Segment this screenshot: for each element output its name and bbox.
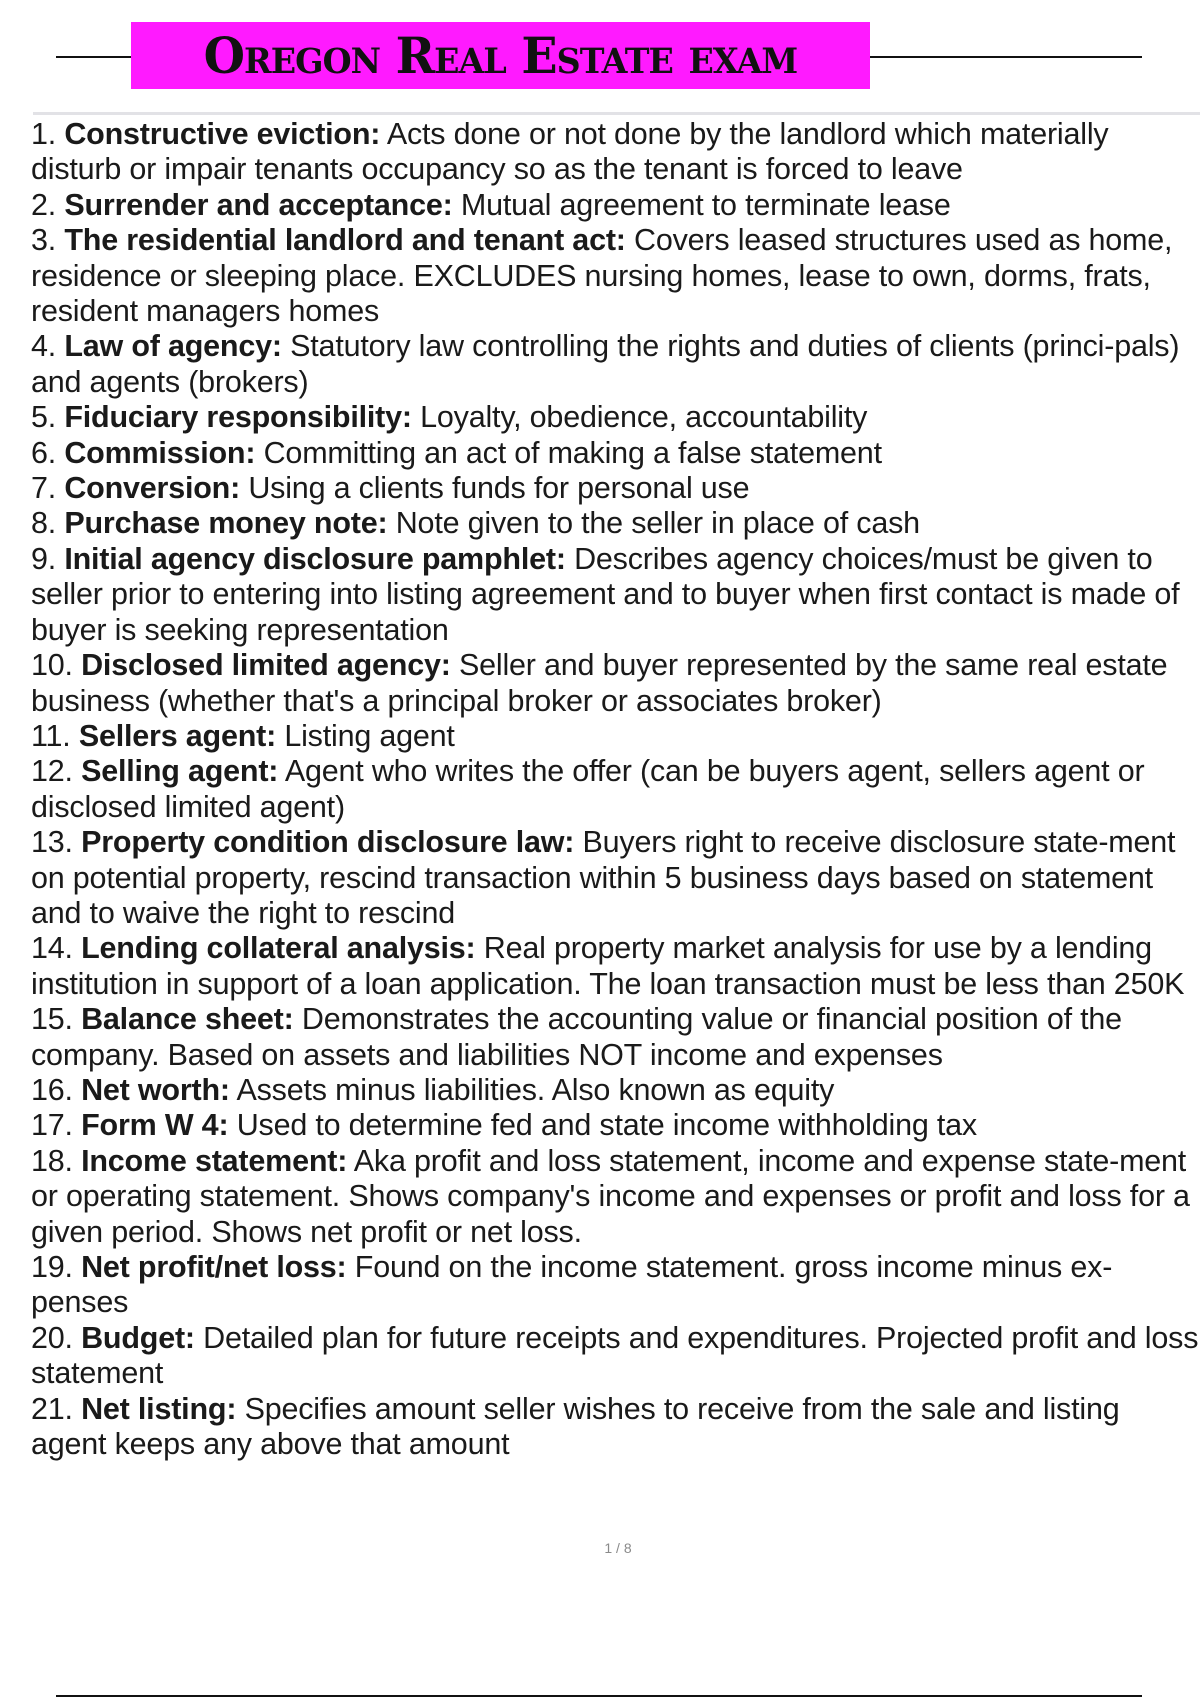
term-name: Form W 4: xyxy=(81,1108,229,1143)
term-number: 8. xyxy=(31,506,57,541)
term-name: Property condition disclosure law: xyxy=(81,825,575,860)
term-item xyxy=(31,188,1200,223)
term-definition: Listing agent xyxy=(284,718,455,753)
term-definition: Acts done or not done by the landlord which materially disturb or impair tenants occupancy so as the tenant is forced to leave xyxy=(31,117,1109,187)
term-item xyxy=(31,1144,1200,1250)
term-item xyxy=(31,329,1200,400)
term-number: 21. xyxy=(31,1391,73,1426)
term-item xyxy=(31,1321,1200,1392)
term-item xyxy=(31,754,1200,825)
term-item xyxy=(31,1250,1200,1321)
term-definition: Committing an act of making a false statement xyxy=(263,435,882,470)
term-name: Constructive eviction: xyxy=(64,117,381,151)
term-item xyxy=(31,542,1200,648)
term-definition: Mutual agreement to terminate lease xyxy=(460,187,951,222)
term-definition: Specifies amount seller wishes to receive from the sale and listing agent keeps any above that amount xyxy=(31,1391,1120,1462)
term-item xyxy=(31,1392,1200,1463)
term-number: 9. xyxy=(31,541,57,576)
term-definition: Statutory law controlling the rights and duties of clients (princi-pals) and agents (brokers) xyxy=(31,329,1180,399)
term-definition: Seller and buyer represented by the same real estate business (whether that's a principal broker or associates broker) xyxy=(31,648,1168,718)
term-item xyxy=(31,825,1200,931)
page-indicator: 1 / 8 xyxy=(604,1540,632,1556)
term-number: 12. xyxy=(31,754,73,789)
term-name: The residential landlord and tenant act: xyxy=(64,223,626,258)
title-banner xyxy=(131,22,870,89)
footer-rule xyxy=(56,1695,1142,1697)
term-definition: Used to determine fed and state income withholding tax xyxy=(236,1108,977,1143)
term-name: Net worth: xyxy=(81,1072,230,1107)
term-name: Selling agent: xyxy=(81,754,279,789)
term-definition: Using a clients funds for personal use xyxy=(248,471,750,506)
term-name: Net listing: xyxy=(81,1391,237,1426)
term-number: 10. xyxy=(31,648,73,683)
term-definition: Detailed plan for future receipts and expenditures. Projected profit and loss statement xyxy=(31,1320,1199,1391)
header-divider xyxy=(33,112,1200,115)
term-definition: Describes agency choices/must be given to seller prior to entering into listing agreement and to buyer when first contact is made of buyer is seeking representation xyxy=(31,541,1180,647)
term-name: Disclosed limited agency: xyxy=(81,648,451,683)
term-number: 15. xyxy=(31,1002,73,1037)
term-number: 11. xyxy=(31,718,71,753)
term-number: 14. xyxy=(31,931,73,966)
term-number: 1. xyxy=(31,117,57,151)
term-number: 16. xyxy=(31,1072,73,1107)
term-definition: Buyers right to receive disclosure state-ment on potential property, rescind transaction within 5 business days based on statement and to waive the right to rescind xyxy=(31,825,1176,930)
term-number: 5. xyxy=(31,400,57,435)
term-definition: Found on the income statement. gross income minus ex-penses xyxy=(31,1250,1113,1320)
term-item xyxy=(31,1073,1200,1108)
term-name: Balance sheet: xyxy=(81,1002,294,1037)
term-number: 20. xyxy=(31,1320,73,1355)
term-name: Purchase money note: xyxy=(64,506,388,541)
term-definition: Agent who writes the offer (can be buyers agent, sellers agent or disclosed limited agent) xyxy=(31,754,1145,824)
term-item xyxy=(31,223,1200,329)
term-number: 7. xyxy=(31,471,57,506)
term-item xyxy=(31,719,1200,754)
term-name: Fiduciary responsibility: xyxy=(64,400,412,435)
term-item xyxy=(31,1108,1200,1143)
term-definition: Demonstrates the accounting value or financial position of the company. Based on assets and liabilities NOT income and expenses xyxy=(31,1002,1122,1072)
term-number: 6. xyxy=(31,435,57,470)
term-number: 4. xyxy=(31,329,57,364)
term-name: Surrender and acceptance: xyxy=(64,187,453,222)
term-number: 18. xyxy=(31,1143,73,1178)
term-item xyxy=(31,117,1200,188)
term-name: Sellers agent: xyxy=(78,718,277,753)
term-name: Initial agency disclosure pamphlet: xyxy=(64,541,566,576)
page-title: Oregon Real Estate exam xyxy=(203,26,798,85)
term-definition: Real property market analysis for use by a lending institution in support of a loan application. The loan transaction must be less than 250K xyxy=(31,931,1185,1001)
term-name: Lending collateral analysis: xyxy=(81,931,476,966)
term-number: 19. xyxy=(31,1250,73,1284)
term-number: 17. xyxy=(31,1108,73,1143)
term-definition: Assets minus liabilities. Also known as equity xyxy=(236,1072,835,1107)
term-list xyxy=(31,117,1200,1462)
term-definition: Aka profit and loss statement, income and expense state-ment or operating statement. Shows company's income and expenses or profit and loss for a given period. Shows net profit or net loss. xyxy=(31,1143,1190,1249)
term-name: Law of agency: xyxy=(64,329,282,364)
term-name: Income statement: xyxy=(81,1143,348,1178)
term-definition: Covers leased structures used as home, residence or sleeping place. EXCLUDES nursing homes, lease to own, dorms, frats, resident managers homes xyxy=(31,223,1173,329)
term-name: Net profit/net loss: xyxy=(81,1250,347,1284)
term-name: Commission: xyxy=(64,435,256,470)
term-name: Conversion: xyxy=(64,471,241,506)
term-item xyxy=(31,931,1200,1002)
term-definition: Loyalty, obedience, accountability xyxy=(420,400,868,435)
term-item xyxy=(31,400,1200,435)
term-definition: Note given to the seller in place of cash xyxy=(395,506,920,541)
term-item xyxy=(31,648,1200,719)
term-name: Budget: xyxy=(81,1320,195,1355)
term-number: 13. xyxy=(31,825,73,860)
term-number: 3. xyxy=(31,223,57,258)
term-item xyxy=(31,1002,1200,1073)
term-item xyxy=(31,506,1200,541)
term-item xyxy=(31,436,1200,471)
term-number: 2. xyxy=(31,187,57,222)
term-item xyxy=(31,471,1200,506)
